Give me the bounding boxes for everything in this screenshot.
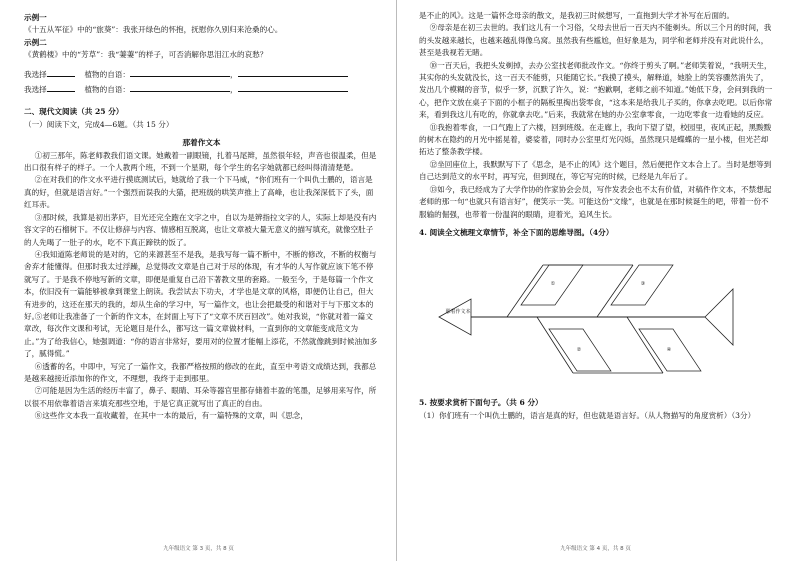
example-1-text: 《十五从军征》中的“旅葵”：我张开绿色的怀抱，抚慰你久别归来沧桑的心。 xyxy=(24,25,283,35)
box-2-label: ② xyxy=(576,347,582,354)
choose-2-label: 我选择 xyxy=(24,85,47,95)
fish-head-shape xyxy=(439,299,471,335)
lower-bone-2 xyxy=(627,317,663,373)
article-para-10: ⑩一百天后，我把头发剃掉，去办公室找老师批改作文。“你终于剪头了啊。”老师笑着说，“我明天生，其实你的头发就没长，这一百天不能剪，只能随它长。”我摸了摸头，解释道，她脸上的笑容骤然消失了，发出几个模糊的音节，似乎一梦，沉默了许久，说：“抱歉啊，老师之前不知道。”她低下身，会问到我的一心，把作文放在桌子下面的小框子的隔板里掏出袋零食，“这本来是给我儿子买的，你拿去吃吧。以后你常来，看到我这儿有吃的，你就拿去吃。”后来，我就常在她的办公室拿零食，一边吃零食一边看她的反应。 xyxy=(419,60,773,120)
fish-head-label: 那着作文本 xyxy=(445,309,471,316)
article-para-2 xyxy=(24,174,379,211)
article-para-2-text: ②在对我们的作文水平进行摸底测试后，她就给了我一个下马威，“你们班有一个叫仇士鹏的，语言是真的好，但就是语言好。”一个强烈而误我的大猫，把班级的哄笑声推上了高峰，也让我深深低下了头，面红耳赤。 xyxy=(24,175,374,210)
article-para-11: ⑪我抱着零食，一口气跑上了六楼，回到班级。在走廊上，我向下望了望，校园里，夜风正起，黑黢黢的树木在隐约的月光中摇晃着，婆娑着，同时办公室里灯光闪烁，虽然现只是蝶蝶的一星小楼，但光芒却拓达了整条教学楼。 xyxy=(419,122,772,157)
article-para-8-cont: 是不止的风》。这是一篇怀念母亲的散文，是我初三时候想写，一直拖到大学才补写在后面的。 xyxy=(419,11,735,20)
fish-tail-shape xyxy=(705,289,733,345)
choose-1-blank[interactable] xyxy=(47,68,75,77)
article-para-1: ①初三那年，陈老师教我们语文课。她戴着一副眼镜，扎着马尾辫，虽然很年轻，声音也很温柔，但是出口很有样子的样子。一个人教两个班，不到一个星期，每个学生的名字她就都已经叫得清清楚楚。 xyxy=(24,150,377,173)
box-1-label: ① xyxy=(550,281,556,288)
box-4-label: ④ xyxy=(666,347,672,354)
section-subheading: （一）阅读下文，完成4—6题。（共 15 分） xyxy=(24,119,174,129)
article-para-5: ⑤老师让我准备了一个新的作文本，在封面上写下了“文章不厌百回改”。她对我说，“你就对着一篇文章改，每次作文课和考试，无论题目是什么，都写这一篇文章做材料，一直到你的文章能变成范文为止。”为了给我信心，她强调道：“你的语言非常好，要用对的位置才能幅上添花，不然就像跳到时候油加多了，腻得慌。” xyxy=(24,311,378,359)
article-para-3: ③那时候，我算是初出茅庐，目光还完全跑在文字之中，自以为是辨指拉文字的人，实际上却是没有内容文字的石榴树下。不仅让修辞与内容、情感相互脱离，也让文章被大量无意义的描写填充，就像空肚子的人先喝了一肚子的水，吃不下真正蹄铁的饭了。 xyxy=(24,212,377,247)
article-title: 那着作文本 xyxy=(182,138,221,148)
example-2-text: 《黄鹤楼》中的“芳草”：我“萋萋”的样子，可否消解你思泪江水的哀愁？ xyxy=(24,50,268,60)
question-4: 4. 阅读全文梳理文章情节，补全下面的思维导图。（4分） xyxy=(419,227,614,237)
lower-bone-1 xyxy=(537,317,573,373)
article-para-9: ⑨母亲是在初三去世的。我们这儿有一个习俗，父母去世后一百天内不能剃头。所以三个月的时间，我的头发越来越长，也越来越乱得像乌窝。虽然我有些尴尬，但好象是为，同学和老师并没有对此说什么，甚至是我视若无睹。 xyxy=(419,23,772,58)
question-5-1: （1）你们班有一个叫仇士鹏的，语言是真的好，但也就是语言好。（从人物描写的角度赏析）（3分） xyxy=(419,410,756,420)
fishbone-svg xyxy=(437,243,737,393)
choose-2-blank[interactable] xyxy=(47,83,75,92)
article-para-7: ⑦可能是因为生活的经历丰富了，鼻子、眼睛、耳朵等器官里都存储着丰盈的笔墨，足够用来写作，所以很不用依靠着语言来填充那些空地，于是它真正就写出了真正的自由。 xyxy=(24,386,377,408)
choose-line-1: 我选择 植物的自语： ， xyxy=(24,68,379,81)
right-page-footer: 九年级语文 第 4 页，共 8 页 xyxy=(560,546,631,552)
article-para-8: ⑧这些作文本我一直收藏着，在其中一本的最后，有一篇特殊的文章，叫《思念， xyxy=(34,411,308,421)
choose-2-answer-b[interactable] xyxy=(238,83,348,92)
fishbone-diagram xyxy=(437,243,737,393)
right-page xyxy=(397,0,794,561)
section-heading: 二、现代文阅读（共 25 分） xyxy=(24,107,124,117)
example-2-title: 示例二 xyxy=(24,37,47,47)
question-5: 5. 按要求赏析下面句子。（共 6 分） xyxy=(419,398,543,408)
choose-line-2: 我选择 植物的自语： ， xyxy=(24,83,379,96)
box-3-label: ③ xyxy=(640,281,646,288)
article-para-12: ⑫坐回座位上，我默默写下了《思念，是不止的风》这个题目，然后便把作文本合上了。当时是想等到自己达到范文的水平时，再写完，但到现在，等它写完的时候，已经是九年后了。 xyxy=(419,159,772,182)
upper-bone-1 xyxy=(507,265,543,317)
left-page-footer: 九年级语文 第 3 页，共 8 页 xyxy=(163,546,234,552)
choose-1-answer-b[interactable] xyxy=(238,68,348,77)
choose-1-answer-a[interactable] xyxy=(130,68,230,77)
choose-2-answer-a[interactable] xyxy=(130,83,230,92)
upper-bone-2 xyxy=(597,265,633,317)
article-para-4: ④我知道陈老师说的是对的，它的来源甚至不是我，是我写每一篇不断中，不断的修改，不断的权衡与舍弃才能懂得。但那时我太过浮躁，总觉得改文章是自己对于尽的体现，有才华的人写作就应该下笔不停就写了。于是我不停地写新的文章，即便是重复自己沿下著教文里的套路。一般至今，于是每篇一个作文本，依旧没有一篇能够被拿到课堂上朗读。我尝试去下功夫，才学也是文章的风格，即便仍让自己，但大有进步的，这还在那天的我的，却从生命的学习中，写一篇作文，也让会把最受的和谐对于与下那文本的好。 xyxy=(24,249,377,321)
choose-1-label: 我选择 xyxy=(24,69,47,79)
choose-1-mid: 植物的自语： xyxy=(84,69,130,79)
choose-2-mid: 植物的自语： xyxy=(84,85,130,95)
article-para-6: ⑥透蓄的名，中即中，写完了一篇作文，我都严格按照的修改的在此，直至中考语文成绩达到，我都总是越来越接近添加你的作文，不理想，我终于走到那里。 xyxy=(24,361,377,383)
article-para-13: ⑬如今，我已经成为了大学作协的作家协会会员，写作发表会也不太有价值，对稿件作文本，不禁想起老师的那一句“也就只有语言好”，便笑示一笑。可能这份“文缘”，也就是在那时候诞生的吧，带着一份不服输的倔强，也带着一份温润的眼睛，迎着光，追风生长。 xyxy=(419,184,772,219)
example-1-title: 示例一 xyxy=(24,13,47,22)
